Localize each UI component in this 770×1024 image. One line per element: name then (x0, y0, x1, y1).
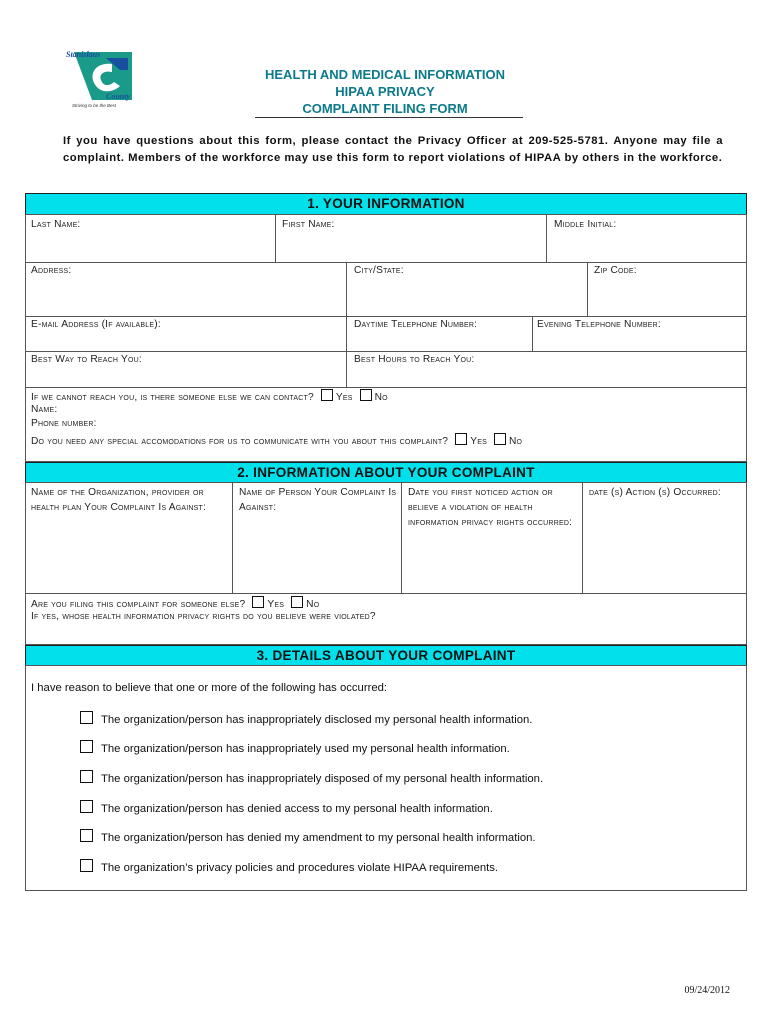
date-noticed-label: Date you first noticed action or believe a violation of health information privacy rights occurred: (408, 487, 573, 528)
person-field[interactable] (234, 518, 400, 592)
dates-occurred-field[interactable] (584, 518, 746, 592)
logo-tagline: Striving to be the Best (72, 103, 117, 108)
first-name-field[interactable] (277, 232, 545, 261)
filing-for-someone-text: Are you filing this complaint for someone else? (31, 599, 246, 610)
alternate-contact-yes-checkbox[interactable] (321, 389, 333, 401)
option-label: The organization’s privacy policies and procedures violate HIPAA requirements. (101, 862, 499, 874)
alt-name-label: Name: (31, 404, 58, 415)
last-name-field[interactable] (26, 232, 274, 261)
dates-occurred-label: date (s) Action (s) Occurred: (589, 487, 721, 498)
intro-paragraph: If you have questions about this form, please contact the Privacy Officer at 209-525-5781. Anyone may file a complaint. Members of the workforce may use this form to report violations of HIPAA by others in the workforce. (63, 135, 723, 164)
option-label: The organization/person has inappropriately disposed of my personal health information. (101, 773, 544, 785)
divider (546, 214, 547, 263)
first-name-label: First Name: (282, 219, 335, 230)
divider (25, 316, 747, 317)
option-checkbox[interactable] (80, 770, 93, 783)
date-noticed-field[interactable] (403, 548, 581, 592)
evening-phone-field[interactable] (534, 333, 746, 350)
alt-name-field[interactable] (70, 403, 370, 416)
divider (25, 387, 747, 388)
no-label: No (374, 392, 388, 403)
alternate-contact-question (31, 389, 388, 403)
logo-bottom-text: County (106, 92, 131, 101)
accommodations-question (31, 433, 522, 447)
yes-label: Yes (470, 436, 487, 447)
option-checkbox[interactable] (80, 829, 93, 842)
filing-for-someone-yes-checkbox[interactable] (252, 596, 264, 608)
option-label: The organization/person has denied access to my personal health information. (101, 803, 493, 815)
address-field[interactable] (26, 280, 344, 314)
zip-code-label: Zip Code: (594, 265, 637, 276)
divider (587, 262, 588, 316)
title-line-2: HIPAA PRIVACY (335, 84, 435, 99)
section-1-header: 1. YOUR INFORMATION (25, 193, 747, 215)
complaint-option (80, 740, 510, 755)
best-hours-field[interactable] (348, 368, 746, 386)
email-field[interactable] (26, 333, 344, 350)
title-line-3: COMPLAINT FILING FORM (302, 101, 468, 116)
option-checkbox[interactable] (80, 740, 93, 753)
accommodations-text: Do you need any special accomodations for us to communicate with you about this complaint? (31, 436, 449, 447)
city-state-label: City/State: (354, 265, 404, 276)
middle-initial-field[interactable] (548, 232, 746, 261)
divider (25, 593, 747, 594)
best-hours-label: Best Hours to Reach You: (354, 354, 475, 365)
best-way-label: Best Way to Reach You: (31, 354, 142, 365)
accommodations-yes-checkbox[interactable] (455, 433, 467, 445)
whose-rights-field[interactable] (26, 626, 746, 643)
logo-top-text: Stanislaus (66, 50, 101, 59)
option-label: The organization/person has inappropriately used my personal health information. (101, 743, 510, 755)
form-title (0, 66, 770, 117)
address-label: Address: (31, 265, 72, 276)
divider (232, 482, 233, 594)
yes-label: Yes (335, 392, 353, 403)
whose-rights-label: If yes, whose health information privacy rights do you believe were violated? (31, 611, 376, 622)
organization-label: Name of the Organization, provider or health plan Your Complaint Is Against: (31, 487, 207, 513)
person-label: Name of Person Your Complaint Is Against: (239, 487, 397, 513)
alternate-contact-no-checkbox[interactable] (360, 389, 372, 401)
divider (582, 482, 583, 594)
option-checkbox[interactable] (80, 800, 93, 813)
divider (532, 316, 533, 352)
yes-label: Yes (267, 599, 285, 610)
last-name-label: Last Name: (31, 219, 81, 230)
zip-code-field[interactable] (589, 280, 746, 314)
alt-phone-label: Phone number: (31, 418, 97, 429)
city-state-field[interactable] (348, 280, 586, 314)
accommodations-no-checkbox[interactable] (494, 433, 506, 445)
section-3-header: 3. DETAILS ABOUT YOUR COMPLAINT (25, 645, 747, 666)
no-label: No (306, 599, 320, 610)
organization-field[interactable] (26, 532, 231, 592)
title-underline (255, 117, 523, 118)
footer-date: 09/24/2012 (684, 985, 730, 996)
filing-for-someone-question (31, 596, 319, 610)
complaint-option (80, 770, 543, 785)
divider (25, 262, 747, 263)
alt-phone-field[interactable] (120, 417, 370, 430)
complaint-option (80, 800, 493, 815)
option-label: The organization/person has denied my amendment to my personal health information. (101, 832, 536, 844)
evening-phone-label: Evening Telephone Number: (537, 319, 661, 330)
alternate-contact-text: If we cannot reach you, is there someone else we can contact? (31, 392, 314, 403)
section-2-header: 2. INFORMATION ABOUT YOUR COMPLAINT (25, 462, 747, 483)
divider (275, 214, 276, 263)
best-way-field[interactable] (26, 368, 344, 386)
middle-initial-label: Middle Initial: (554, 219, 617, 230)
day-phone-label: Daytime Telephone Number: (354, 319, 478, 330)
day-phone-field[interactable] (348, 333, 531, 350)
option-label: The organization/person has inappropriately disclosed my personal health information. (101, 714, 533, 726)
divider (346, 262, 347, 388)
title-line-1: HEALTH AND MEDICAL INFORMATION (265, 67, 505, 82)
complaint-option (80, 829, 536, 844)
section-3-lead: I have reason to believe that one or more of the following has occurred: (31, 682, 388, 694)
complaint-option (80, 711, 532, 726)
filing-for-someone-no-checkbox[interactable] (291, 596, 303, 608)
email-label: E-mail Address (If available): (31, 319, 161, 330)
option-checkbox[interactable] (80, 859, 93, 872)
complaint-option (80, 859, 498, 874)
no-label: No (508, 436, 523, 447)
divider (25, 351, 747, 352)
divider (401, 482, 402, 594)
option-checkbox[interactable] (80, 711, 93, 724)
